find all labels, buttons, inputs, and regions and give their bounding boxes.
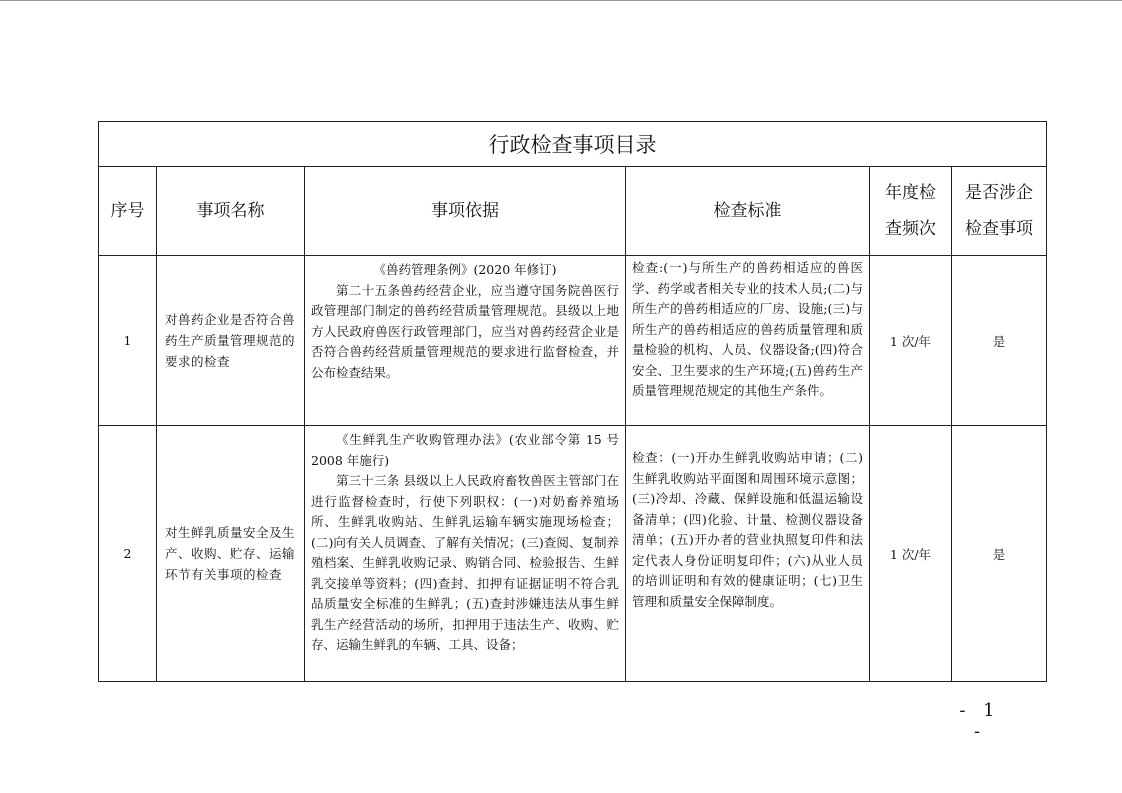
enterprise-related: 是 — [952, 256, 1047, 426]
item-name: 对兽药企业是否符合兽药生产质量管理规范的要求的检查 — [157, 256, 305, 426]
header-basis: 事项依据 — [305, 167, 626, 256]
header-enterprise-line1: 是否涉企 — [965, 183, 1034, 203]
inspection-catalog-table — [98, 121, 1047, 682]
item-basis — [305, 256, 626, 426]
header-enterprise-line2: 检查事项 — [965, 219, 1034, 239]
header-row — [99, 167, 1047, 256]
inspection-frequency: 1 次/年 — [870, 426, 952, 682]
table-row — [99, 426, 1047, 682]
header-frequency-line1: 年度检 — [885, 183, 936, 203]
row-number: 1 — [99, 256, 157, 426]
row-number: 2 — [99, 426, 157, 682]
basis-law-title: 《兽药管理条例》(2020 年修订) — [373, 262, 557, 277]
item-basis — [305, 426, 626, 682]
page-top-border — [0, 0, 1122, 1]
header-enterprise — [952, 167, 1047, 256]
basis-article-text: 第二十五条兽药经营企业，应当遵守国务院兽医行政管理部门制定的兽药经营质量管理规范。县级以上地方人民政府兽医行政管理部门，应当对兽药经营企业是否符合兽药经营质量管理规范的要求进行监督检查，并公布检查结果。 — [311, 282, 619, 380]
inspection-standard: 检查：(一)开办生鲜乳收购站申请；(二)生鲜乳收购站平面图和周围环境示意图；(三)冷却、冷藏、保鲜设施和低温运输设备清单；(四)化验、计量、检测仪器设备清单；(五)开办者的营业执照复印件和法定代表人身份证明复印件；(六)从业人员的培训证明和有效的健康证明；(七)卫生管理和质量安全保障制度。 — [626, 426, 870, 682]
inspection-standard: 检查:(一)与所生产的兽药相适应的兽医学、药学或者相关专业的技术人员;(二)与所生产的兽药相适应的厂房、设施;(三)与所生产的兽药相适应的兽药质量管理和质量检验的机构、人员、仪器设备;(四)符合安全、卫生要求的生产环境;(五)兽药生产质量管理规范规定的其他生产条件。 — [626, 256, 870, 426]
inspection-frequency: 1 次/年 — [870, 256, 952, 426]
enterprise-related: 是 — [952, 426, 1047, 682]
table-row — [99, 256, 1047, 426]
header-frequency — [870, 167, 952, 256]
title-row — [99, 122, 1047, 167]
basis-article-text: 第三十三条 县级以上人民政府畜牧兽医主管部门在进行监督检查时，行使下列职权：(一)对奶畜养殖场所、生鲜乳收购站、生鲜乳运输车辆实施现场检查；(二)向有关人员调查、了解有关情况；(三)查阅、复制养殖档案、生鲜乳收购记录、购销合同、检验报告、生鲜乳交接单等资料；(四)查封、扣押有证据证明不符合乳品质量安全标准的生鲜乳；(五)查封涉嫌违法从事生鲜乳生产经营活动的场所，扣押用于违法生产、收购、贮存、运输生鲜乳的车辆、工具、设备； — [311, 473, 619, 652]
header-standard: 检查标准 — [626, 167, 870, 256]
table-title: 行政检查事项目录 — [99, 122, 1047, 167]
item-name: 对生鲜乳质量安全及生产、收购、贮存、运输环节有关事项的检查 — [157, 426, 305, 682]
basis-law-title: 《生鲜乳生产收购管理办法》(农业部令第 15 号 2008 年施行) — [311, 432, 619, 468]
header-frequency-line2: 查频次 — [885, 219, 936, 239]
header-num: 序号 — [99, 167, 157, 256]
header-name: 事项名称 — [157, 167, 305, 256]
page-number: - 1 - — [959, 700, 1001, 742]
